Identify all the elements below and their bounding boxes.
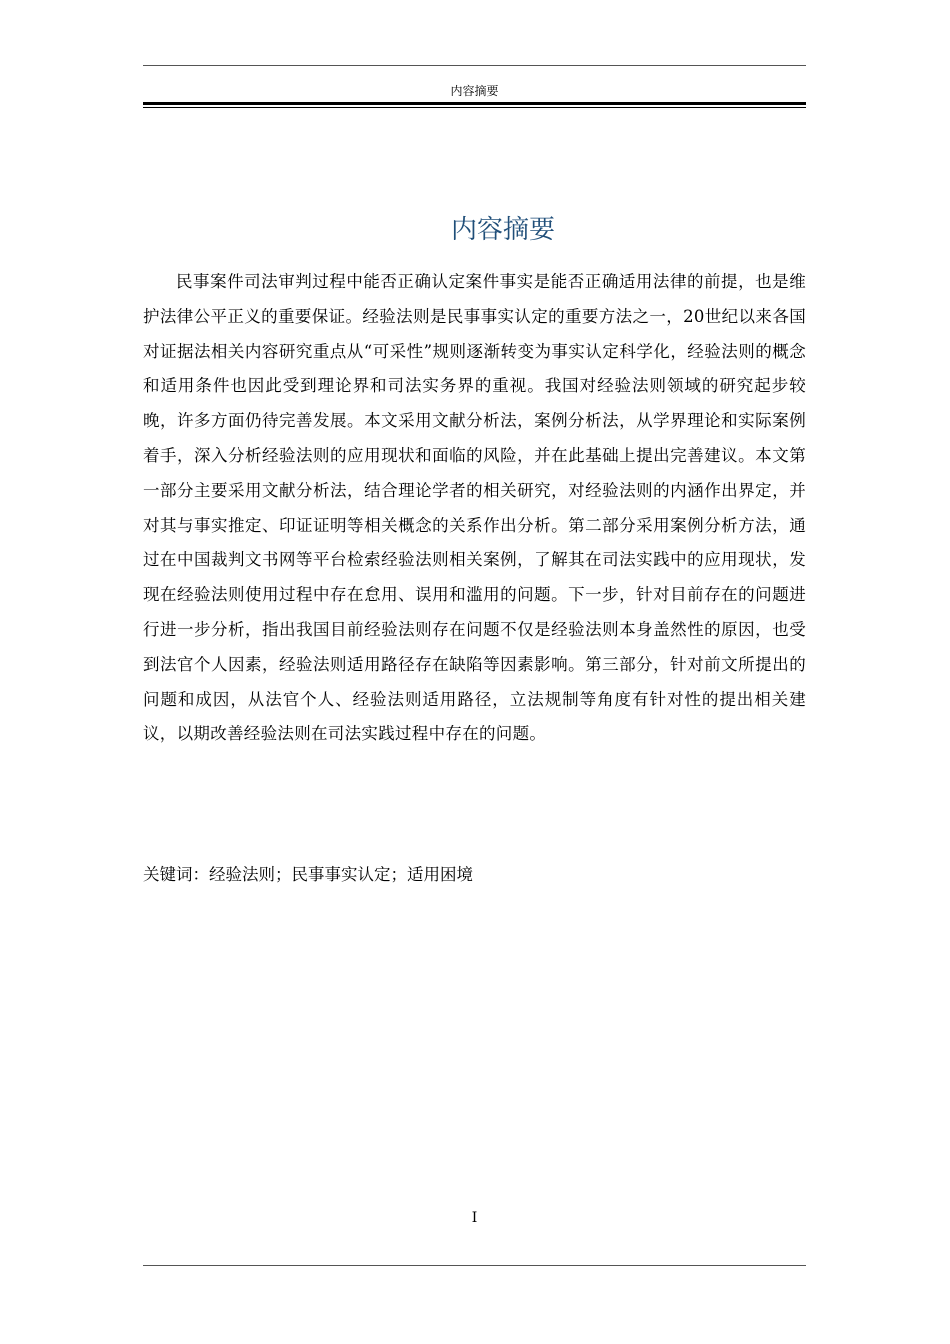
header-rule-thick [143,102,806,105]
keywords-line: 关键词：经验法则；民事事实认定；适用困境 [143,865,473,884]
page-title: 内容摘要 [450,215,555,245]
page-number: I [471,1210,478,1226]
running-header: 内容摘要 [450,84,499,98]
footer-rule [143,1265,806,1266]
header-rule-thin [143,107,806,108]
header-top-rule [143,65,806,66]
abstract-paragraph: 民事案件司法审判过程中能否正确认定案件事实是能否正确适用法律的前提，也是维护法律公平正义的重要保证。经验法则是民事事实认定的重要方法之一，20世纪以来各国对证据法相关内容研究重点从“可采性”规则逐渐转变为事实认定科学化，经验法则的概念和适用条件也因此受到理论界和司法实务界的重视。我国对经验法则领域的研究起步较晚，许多方面仍待完善发展。本文采用文献分析法，案例分析法，从学界理论和实际案例着手，深入分析经验法则的应用现状和面临的风险，并在此基础上提出完善建议。本文第一部分主要采用文献分析法，结合理论学者的相关研究，对经验法则的内涵作出界定，并对其与事实推定、印证证明等相关概念的关系作出分析。第二部分采用案例分析方法，通过在中国裁判文书网等平台检索经验法则相关案例，了解其在司法实践中的应用现状，发现在经验法则使用过程中存在怠用、误用和滥用的问题。下一步，针对目前存在的问题进行进一步分析，指出我国目前经验法则存在问题不仅是经验法则本身盖然性的原因，也受到法官个人因素，经验法则适用路径存在缺陷等因素影响。第三部分，针对前文所提出的问题和成因，从法官个人、经验法则适用路径，立法规制等角度有针对性的提出相关建议，以期改善经验法则在司法实践过程中存在的问题。 [143,272,806,744]
